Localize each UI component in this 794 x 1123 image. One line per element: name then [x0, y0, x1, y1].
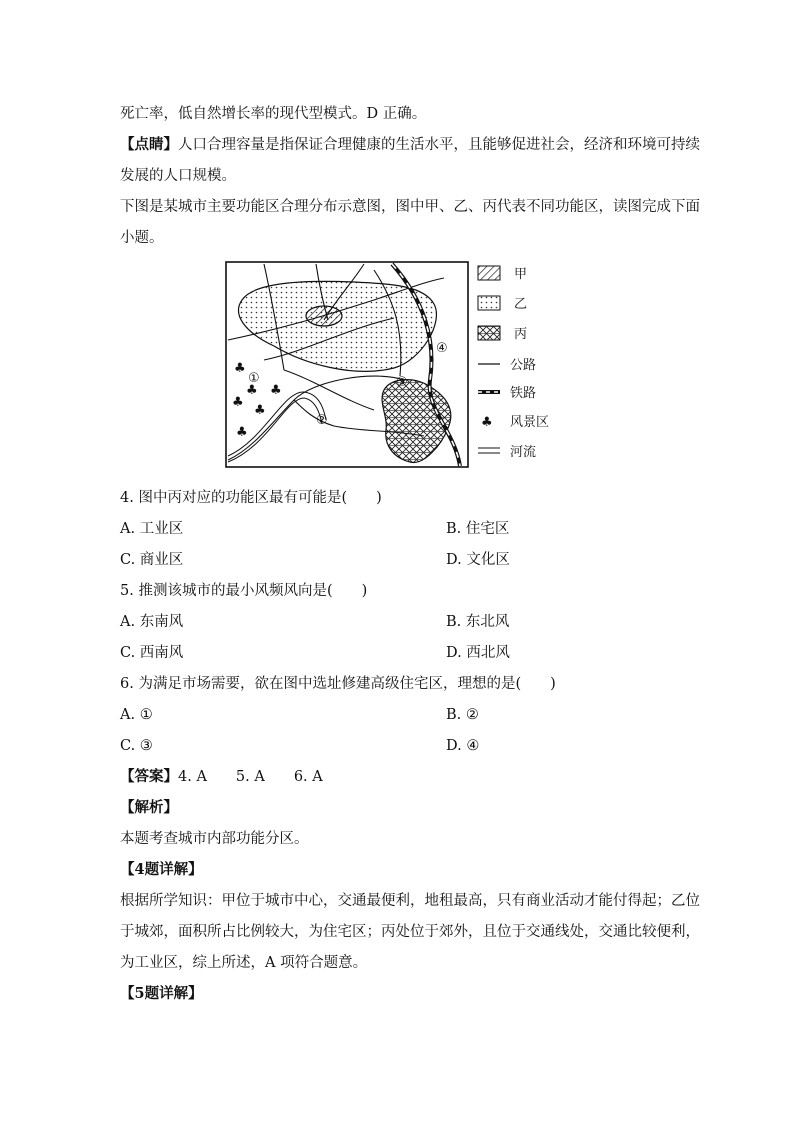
q4-option-a[interactable]: A. 工业区 [120, 521, 184, 537]
analysis-label: 【解析】 [120, 799, 178, 816]
q4-detail-line-1: 根据所学知识：甲位于城市中心，交通最便利，地租最高，只有商业活动才能付得起；乙位 [120, 893, 700, 909]
legend-yi-swatch [478, 296, 500, 310]
q5-option-c[interactable]: C. 西南风 [120, 645, 184, 661]
q4-option-c[interactable]: C. 商业区 [120, 552, 184, 568]
tip-label: 【点睛】 [120, 136, 178, 153]
legend-bing-swatch [478, 326, 500, 340]
stem-line-2: 小题。 [120, 230, 164, 246]
q6-option-b[interactable]: B. ② [446, 707, 479, 723]
legend-road-label: 公路 [510, 358, 537, 373]
svg-text:♣: ♣ [270, 383, 282, 398]
q4-detail-line-3: 为工业区，综上所述，A 项符合题意。 [120, 955, 368, 971]
svg-text:♣: ♣ [236, 425, 248, 440]
q5-option-a[interactable]: A. 东南风 [120, 614, 184, 630]
legend-bing-label: 丙 [514, 327, 528, 342]
q5-option-b[interactable]: B. 东北风 [446, 614, 510, 630]
legend [478, 266, 549, 460]
legend-tree-icon: ♣ [481, 415, 493, 430]
legend-railway-label: 铁路 [510, 386, 537, 401]
q6-option-c[interactable]: C. ③ [120, 738, 153, 754]
question-4-stem: 4. 图中丙对应的功能区最有可能是( ) [120, 490, 382, 506]
svg-text:♣: ♣ [232, 395, 244, 410]
marker-2: ② [316, 413, 328, 428]
q5-detail-label: 【5题详解】 [120, 985, 203, 1002]
q6-option-d[interactable]: D. ④ [446, 738, 480, 754]
legend-river-label: 河流 [510, 445, 537, 460]
stem-line-1: 下图是某城市主要功能区合理分布示意图，图中甲、乙、丙代表不同功能区，读图完成下面 [120, 199, 700, 215]
legend-jia-label: 甲 [514, 267, 528, 282]
answer-label: 【答案】 [120, 768, 178, 785]
q5-option-d[interactable]: D. 西北风 [446, 645, 510, 661]
marker-3: ③ [396, 375, 408, 390]
tip-text-1: 人口合理容量是指保证合理健康的生活水平，且能够促进社会，经济和环境可持续 [178, 137, 700, 153]
tip-paragraph [120, 135, 700, 155]
question-6-stem: 6. 为满足市场需要，欲在图中选址修建高级住宅区，理想的是( ) [120, 676, 556, 692]
svg-text:♣: ♣ [246, 383, 258, 398]
q4-option-b[interactable]: B. 住宅区 [446, 521, 510, 537]
q4-detail-line-2: 于城郊，面积所占比例较大，为住宅区；丙处位于郊外，且位于交通线处，交通比较便利， [120, 924, 700, 940]
tip-text-2: 发展的人口规模。 [120, 168, 236, 184]
intro-line-1: 死亡率，低自然增长率的现代型模式。D 正确。 [120, 106, 427, 122]
svg-text:♣: ♣ [234, 361, 246, 376]
answer-text: 4. A 5. A 6. A [178, 769, 323, 785]
analysis-intro: 本题考查城市内部功能分区。 [120, 831, 309, 847]
legend-scenic-label: 风景区 [510, 415, 550, 430]
answer-line [120, 767, 323, 787]
legend-jia-swatch [478, 266, 500, 280]
marker-4: ④ [436, 341, 448, 356]
q6-option-a[interactable]: A. ① [120, 707, 153, 723]
q4-option-d[interactable]: D. 文化区 [446, 552, 510, 568]
marker-1: ① [248, 371, 260, 386]
legend-yi-label: 乙 [514, 297, 528, 312]
legend-river-icon [478, 448, 500, 453]
question-5-stem: 5. 推测该城市的最小风频风向是( ) [120, 583, 368, 599]
svg-text:♣: ♣ [254, 403, 266, 418]
city-function-map [224, 260, 564, 472]
q4-detail-label: 【4题详解】 [120, 861, 203, 878]
